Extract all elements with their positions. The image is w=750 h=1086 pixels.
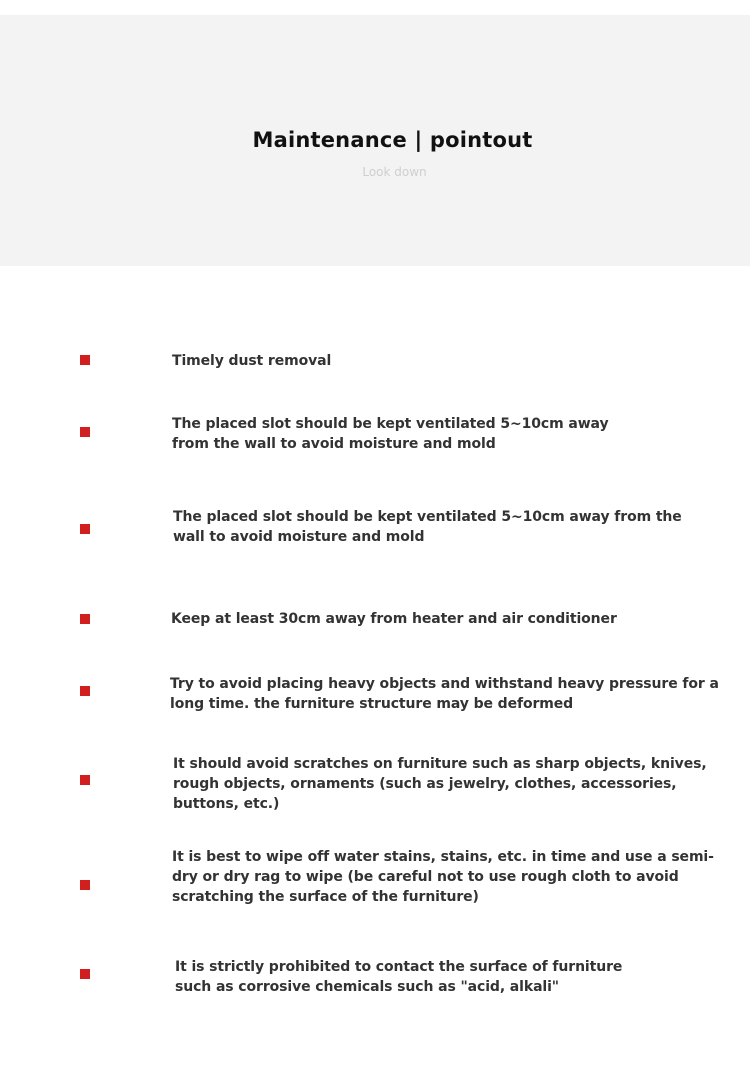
list-item: Try to avoid placing heavy objects and withstand heavy pressure for a long time. the furniture structure may be deformed [170, 676, 719, 712]
list-item: It is best to wipe off water stains, stains, etc. in time and use a semi-dry or dry rag to wipe (be careful not to use rough cloth to avoid scratching the surface of the furniture) [172, 849, 714, 905]
bullet-square-icon [80, 686, 90, 696]
list-item: Timely dust removal [172, 353, 332, 369]
bullet-square-icon [80, 427, 90, 437]
bullet-square-icon [80, 969, 90, 979]
page-title: Maintenance | pointout [252, 128, 533, 152]
bullet-square-icon [80, 614, 90, 624]
bullet-square-icon [80, 880, 90, 890]
bullet-square-icon [80, 524, 90, 534]
list-item: The placed slot should be kept ventilated 5~10cm away from the wall to avoid moisture and mold [172, 416, 609, 452]
bullet-square-icon [80, 355, 90, 365]
list-item: It should avoid scratches on furniture such as sharp objects, knives, rough objects, ornaments (such as jewelry, clothes, accessories, buttons, etc.) [173, 756, 707, 812]
page-subtitle: Look down [362, 165, 427, 179]
bullet-square-icon [80, 775, 90, 785]
list-item: The placed slot should be kept ventilated 5~10cm away from the wall to avoid moisture and mold [173, 509, 682, 545]
list-item: Keep at least 30cm away from heater and air conditioner [171, 611, 617, 627]
list-item: It is strictly prohibited to contact the surface of furniture such as corrosive chemicals such as "acid, alkali" [175, 959, 623, 995]
